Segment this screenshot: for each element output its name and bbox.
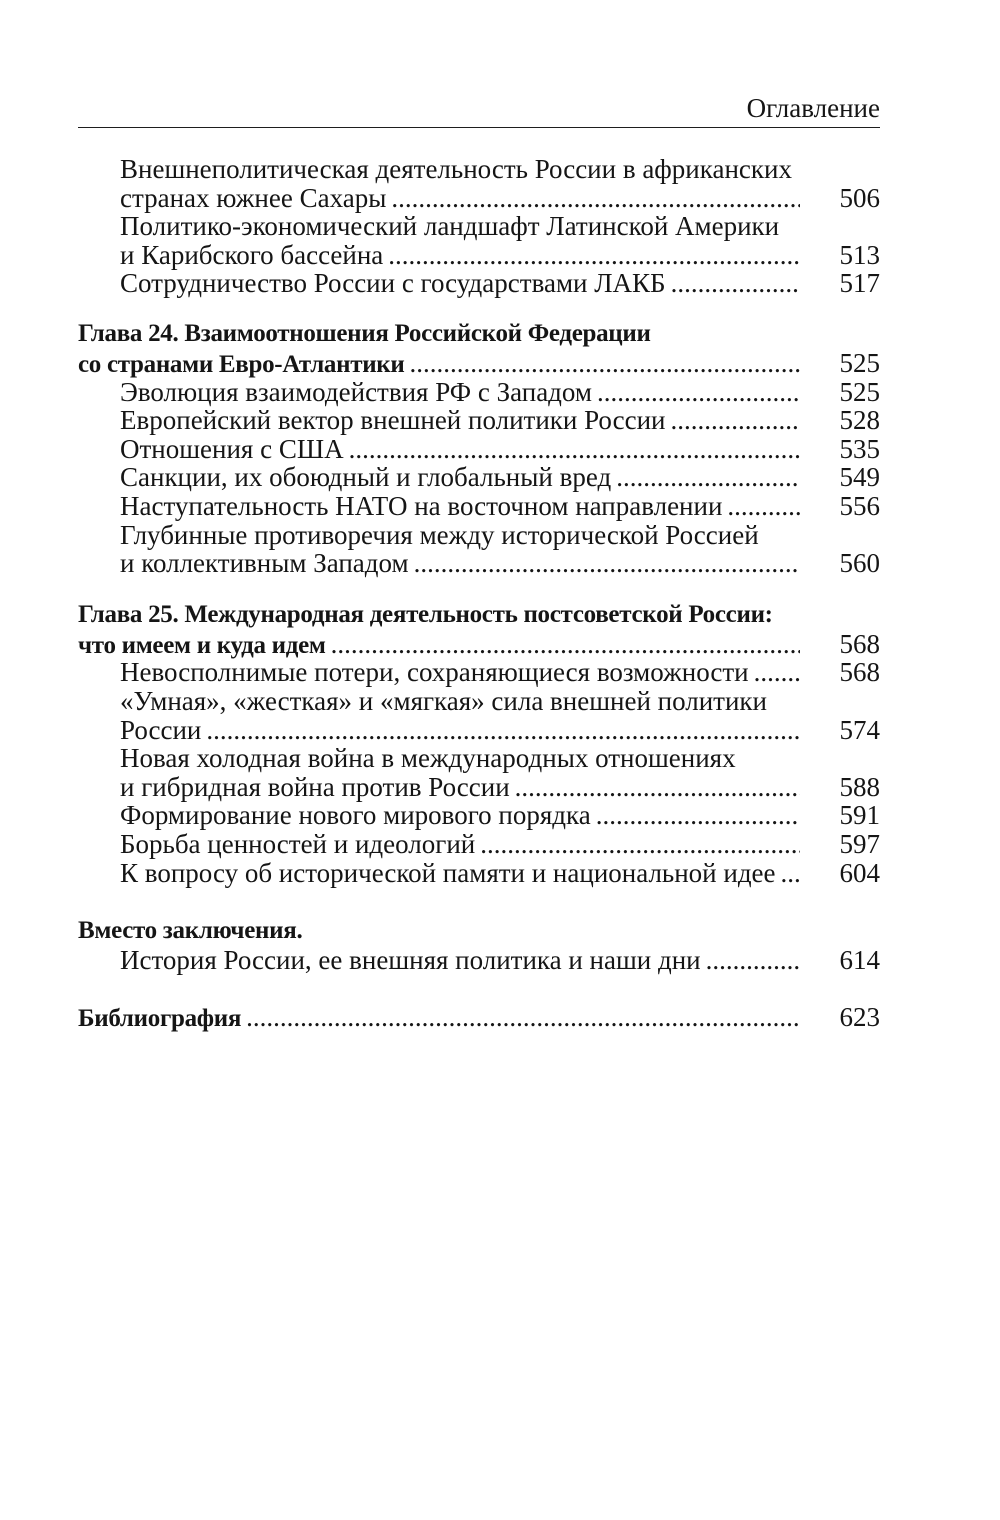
toc-entry-title: К вопросу об исторической памяти и национальной идее <box>120 857 776 888</box>
toc-page-number: 560 <box>839 548 880 579</box>
toc-page-number: 556 <box>839 490 880 521</box>
toc-entry <box>78 435 880 464</box>
toc-entry-title: Глубинные противоречия между исторической Россией <box>120 519 759 550</box>
toc-entry-title: Европейский вектор внешней политики России <box>120 405 666 436</box>
toc-entry <box>78 658 880 687</box>
toc-page-number: 517 <box>839 268 880 299</box>
toc-entry-title: Санкции, их обоюдный и глобальный вред <box>120 462 612 493</box>
toc-entry <box>78 773 880 802</box>
toc-entry-title: Эволюция взаимодействия РФ с Западом <box>120 376 592 407</box>
toc-entry-title: и коллективным Западом <box>120 548 409 579</box>
toc-page-number: 525 <box>839 347 880 378</box>
header-rule <box>78 127 880 128</box>
chapter-heading <box>78 349 880 378</box>
toc-page-number: 525 <box>839 376 880 407</box>
toc-page-number: 597 <box>839 829 880 860</box>
toc-entry <box>78 241 880 270</box>
dot-leader <box>349 435 800 464</box>
toc-entry-title: Борьба ценностей и идеологий <box>120 829 476 860</box>
conclusion-heading <box>78 917 880 946</box>
toc-entry-title: Формирование нового мирового порядка <box>120 800 591 831</box>
toc-entry <box>78 716 880 745</box>
dot-leader <box>480 830 800 859</box>
dot-leader <box>616 463 800 492</box>
toc-entry-title: и гибридная война против России <box>120 771 510 802</box>
dot-leader <box>727 492 800 521</box>
bibliography-entry <box>78 1003 880 1032</box>
dot-leader <box>391 184 800 213</box>
toc-entry-title: Политико-экономический ландшафт Латинской Америки <box>120 211 780 242</box>
toc-entry-line <box>78 521 880 550</box>
toc-page-number: 506 <box>839 182 880 213</box>
chapter-heading <box>78 630 880 659</box>
toc-page-number: 568 <box>839 628 880 659</box>
toc-page-number: 614 <box>839 944 880 975</box>
bibliography-title: Библиография <box>78 1005 242 1033</box>
toc-entry-title: История России, ее внешняя политика и наши дни <box>120 944 701 975</box>
toc-entry-title: странах южнее Сахары <box>120 182 387 213</box>
table-of-contents <box>78 155 880 1032</box>
dot-leader <box>671 269 800 298</box>
toc-page-number: 549 <box>839 462 880 493</box>
toc-entry-title: «Умная», «жесткая» и «мягкая» сила внешней политики <box>120 686 767 717</box>
conclusion-title: Вместо заключения. <box>78 917 303 945</box>
dot-leader <box>206 716 800 745</box>
toc-entry-title: Невосполнимые потери, сохраняющиеся возможности <box>120 657 749 688</box>
dot-leader <box>670 406 800 435</box>
toc-entry-line <box>78 744 880 773</box>
toc-page-number: 528 <box>839 405 880 436</box>
running-head: Оглавление <box>746 93 880 123</box>
chapter-title: Глава 24. Взаимоотношения Российской Федерации <box>78 320 651 348</box>
toc-entry <box>78 406 880 435</box>
toc-page-number: 535 <box>839 433 880 464</box>
toc-entry-title: Сотрудничество России с государствами ЛАКБ <box>120 268 666 299</box>
toc-entry <box>78 269 880 298</box>
toc-entry <box>78 549 880 578</box>
dot-leader <box>414 549 800 578</box>
dot-leader <box>515 773 800 802</box>
toc-page-number: 604 <box>839 857 880 888</box>
toc-entry <box>78 463 880 492</box>
toc-entry <box>78 378 880 407</box>
toc-entry-title: Новая холодная война в международных отношениях <box>120 743 736 774</box>
toc-entry-line <box>78 212 880 241</box>
chapter-title: Глава 25. Международная деятельность постсоветской России: <box>78 601 773 629</box>
dot-leader <box>596 801 800 830</box>
toc-entry <box>78 492 880 521</box>
toc-page-number: 591 <box>839 800 880 831</box>
toc-entry <box>78 859 880 888</box>
toc-entry-line <box>78 687 880 716</box>
chapter-title: со странами Евро-Атлантики <box>78 350 405 378</box>
chapter-heading-line <box>78 320 880 349</box>
toc-entry <box>78 830 880 859</box>
toc-page-number: 574 <box>839 714 880 745</box>
toc-page-number: 568 <box>839 657 880 688</box>
toc-entry-title: Внешнеполитическая деятельность России в африканских <box>120 154 792 184</box>
chapter-heading-line <box>78 601 880 630</box>
toc-entry-title: и Карибского бассейна <box>120 239 384 270</box>
dot-leader <box>781 859 800 888</box>
toc-page-number: 513 <box>839 239 880 270</box>
toc-page-number: 623 <box>839 1002 880 1033</box>
toc-entry <box>78 801 880 830</box>
toc-entry-title: России <box>120 714 202 745</box>
dot-leader <box>331 630 800 659</box>
toc-entry-title: Отношения с США <box>120 433 344 464</box>
toc-entry-line <box>78 155 880 184</box>
toc-page-number: 588 <box>839 771 880 802</box>
toc-entry <box>78 946 880 975</box>
dot-leader <box>597 378 800 407</box>
toc-entry <box>78 184 880 213</box>
toc-entry-title: Наступательность НАТО на восточном направлении <box>120 490 723 521</box>
chapter-title: что имеем и куда идем <box>78 631 326 659</box>
dot-leader <box>410 349 800 378</box>
dot-leader <box>754 658 800 687</box>
dot-leader <box>246 1003 800 1032</box>
dot-leader <box>706 946 800 975</box>
dot-leader <box>388 241 800 270</box>
